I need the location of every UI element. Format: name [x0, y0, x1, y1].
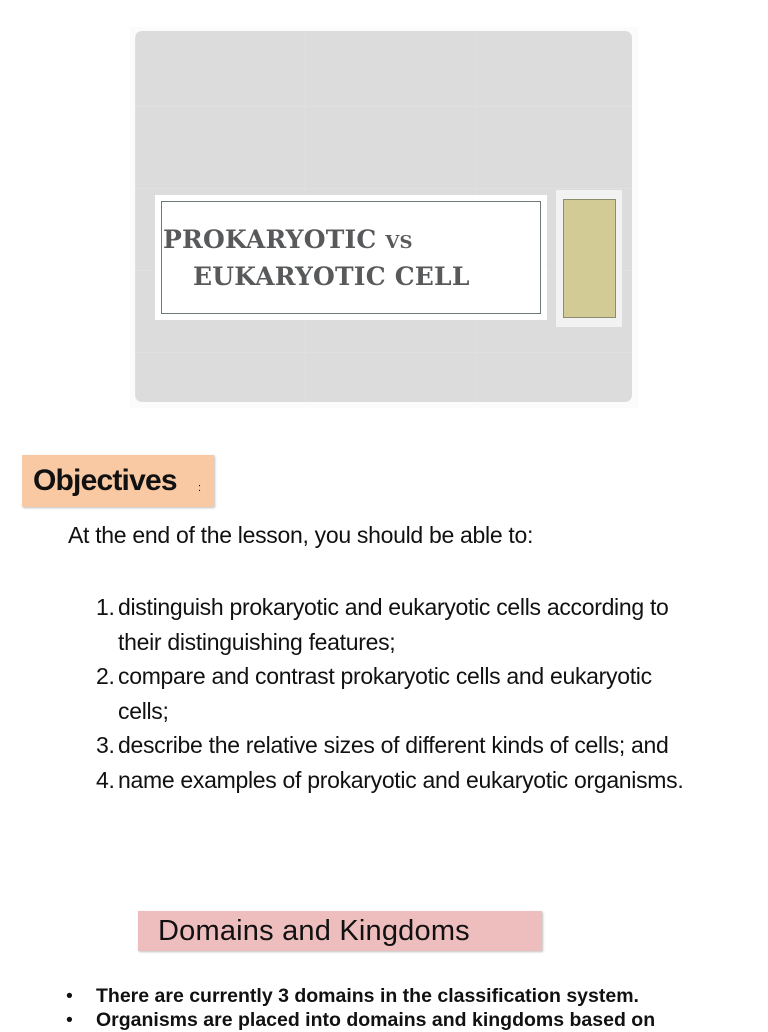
domains-heading — [138, 911, 542, 951]
objectives-heading-text: Objectives — [33, 464, 177, 497]
objective-number: 3. — [96, 732, 115, 758]
objective-text: name examples of prokaryotic and eukaryotic organisms. — [118, 766, 684, 793]
objective-item — [96, 590, 696, 659]
accent-block-fill — [563, 199, 616, 318]
accent-block — [556, 190, 622, 327]
objective-text: describe the relative sizes of different kinds of cells; and — [118, 732, 669, 758]
title-slide — [135, 31, 632, 402]
bullet-item: • Organisms are placed into domains and kingdoms based on — [64, 1008, 764, 1032]
objectives-list — [96, 590, 696, 797]
objectives-intro: At the end of the lesson, you should be able to: — [68, 522, 534, 548]
domains-bullet-list — [64, 984, 764, 1032]
objective-item — [96, 659, 696, 728]
slide-title — [163, 221, 470, 295]
bullet-item: • There are currently 3 domains in the classification system. — [64, 984, 764, 1008]
objective-number: 1. — [96, 594, 115, 620]
objectives-heading — [22, 455, 214, 507]
slide-title-line1: PROKARYOTIC vs — [163, 225, 413, 254]
objective-number: 2. — [96, 663, 115, 689]
objective-text: distinguish prokaryotic and eukaryotic cells according to their distinguishing features; — [118, 594, 669, 655]
objective-item — [96, 763, 696, 798]
objective-number: 4. — [96, 766, 115, 793]
title-slide-frame — [130, 27, 638, 408]
objectives-heading-colon: : — [198, 482, 202, 494]
domains-heading-text: Domains and Kingdoms — [158, 915, 470, 947]
objective-text: compare and contrast prokaryotic cells and eukaryotic cells; — [118, 663, 652, 724]
objective-item — [96, 728, 696, 763]
title-box — [155, 195, 547, 320]
slide-title-line2: EUKARYOTIC CELL — [193, 262, 470, 291]
